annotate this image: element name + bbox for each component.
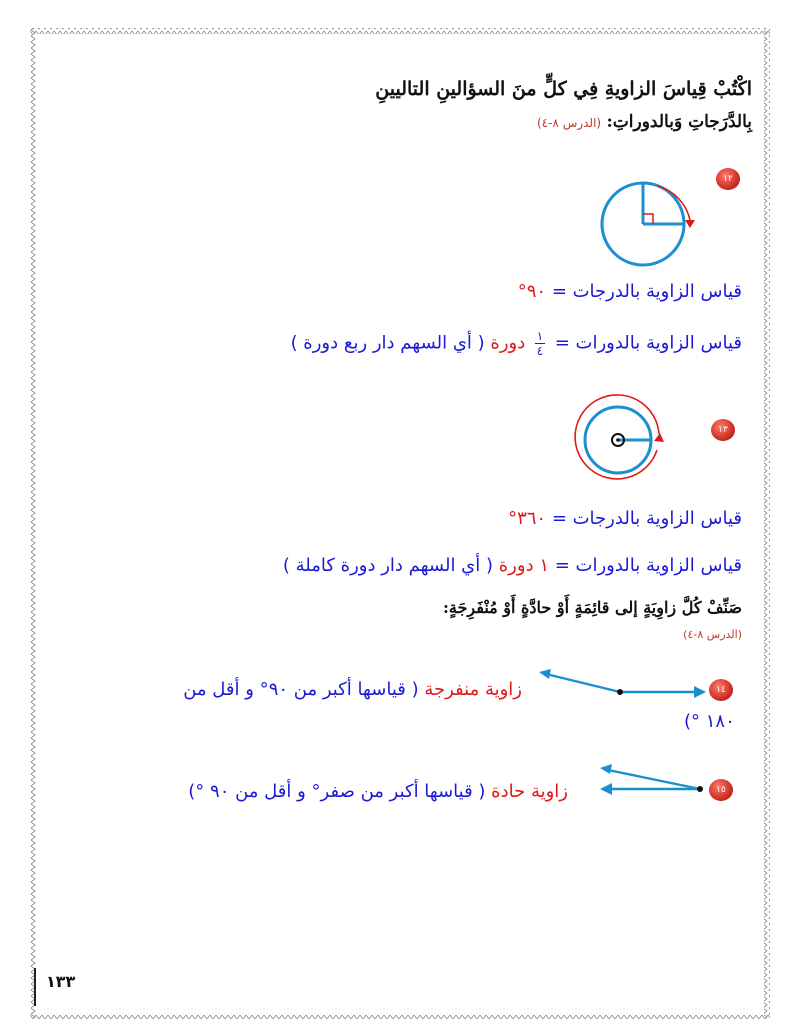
q14-type: زاوية منفرجة	[424, 679, 522, 700]
q13-degrees-line	[508, 508, 742, 529]
q13-turns-value: ١ دورة	[498, 555, 549, 576]
q12-turns-value: دورة	[490, 332, 526, 354]
q15-answer	[188, 781, 568, 802]
page-number: ١٣٣	[46, 972, 76, 991]
q15-type: زاوية حادة	[491, 781, 568, 802]
classify-lesson-ref: (الدرس ٨-٤)	[683, 628, 742, 641]
q14-note: ( قياسها أكبر من ٩٠° و أقل من	[183, 679, 419, 700]
classify-instruction: صَنِّفْ كُلَّ زاوِيَةٍ إلى قائِمَةٍ أَوْ حادَّةٍ أَوْ مُنْفَرِجَةٍ:	[443, 598, 742, 617]
question-number-15: ١٥	[709, 779, 733, 801]
q13-degrees-label: قياس الزاوية بالدرجات =	[551, 508, 742, 529]
q13-turns-line	[283, 555, 742, 576]
q12-degrees-value: ٩٠°	[517, 281, 547, 302]
fraction-denominator: ٤	[536, 344, 544, 358]
q12-degrees-line	[518, 281, 742, 302]
q12-turns-note: ( أي السهم دار ربع دورة )	[290, 332, 485, 354]
page-number-rule	[34, 968, 36, 1006]
q15-note: ( قياسها أكبر من صفر° و أقل من ٩٠ °)	[188, 781, 486, 802]
fraction-numerator: ١	[536, 329, 544, 343]
q14-note-cont: ١٨٠ °)	[684, 711, 735, 732]
q13-turns-note: ( أي السهم دار دورة كاملة )	[282, 555, 494, 576]
instruction-line-1: اكْتُبْ قِياسَ الزاويةِ فِي كلٍّ منَ السؤالينِ التاليينِ	[375, 78, 752, 100]
acute-angle-diagram	[596, 758, 711, 808]
q12-fraction	[535, 330, 545, 357]
full-turn-diagram	[566, 394, 676, 486]
question-number-14: ١٤	[709, 679, 733, 701]
lesson-ref: (الدرس ٨-٤)	[536, 116, 602, 130]
q12-degrees-label: قياس الزاوية بالدرجات =	[551, 281, 742, 302]
question-number-12: ١٢	[716, 168, 740, 190]
question-number-13: ١٣	[711, 419, 735, 441]
q13-degrees-value: ٣٦٠°	[508, 508, 547, 529]
q14-answer	[183, 679, 522, 700]
instruction-line-2-text: بِالدَّرَجاتِ وَبالدوراتِ:	[606, 112, 752, 132]
q12-turns-label: قياس الزاوية بالدورات =	[554, 332, 742, 354]
q13-turns-label: قياس الزاوية بالدورات =	[554, 555, 742, 576]
q12-turns-line	[291, 330, 742, 357]
quarter-turn-diagram	[596, 180, 708, 272]
instruction-line-2	[537, 112, 752, 132]
obtuse-angle-diagram	[536, 640, 711, 710]
